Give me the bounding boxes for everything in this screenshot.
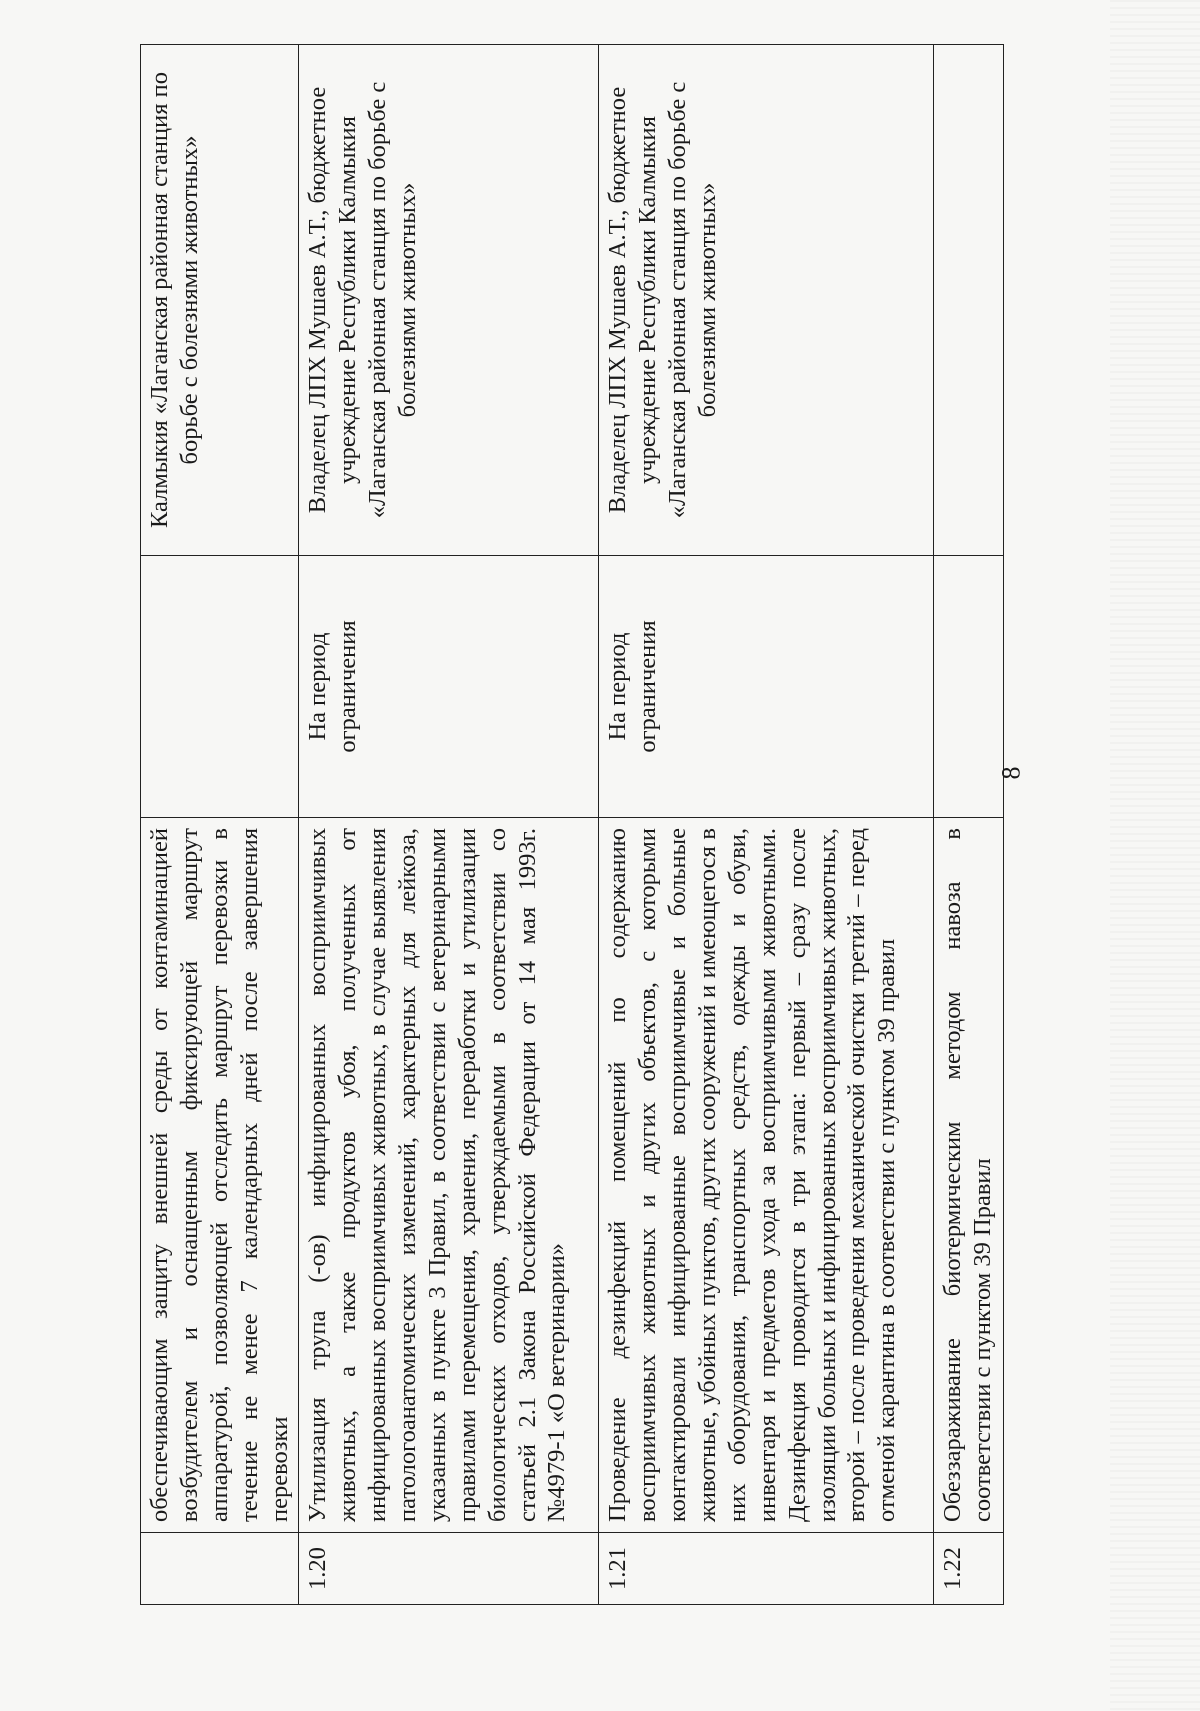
- measure-description: обеспечивающим защиту внешней среды от контаминацией возбудителем и оснащенным фиксирующей маршрут аппаратурой, позволяющей отследить маршрут перевозки в течение не менее 7 календарных дней после завершения перевозки: [141, 818, 299, 1533]
- measure-term: На период ограничения: [299, 556, 599, 818]
- measure-description: Проведение дезинфекций помещений по содержанию восприимчивых животных и других объектов, с которыми контактировали инфицированные восприимчивые и больные животные, убойных пунктов, других сооружений и имеющегося в них оборудования, транспортных средств, одежды и обуви, инвентаря и предметов ухода за восприимчивыми животными. Дезинфекция проводится в три этапа: первый – сразу после изоляции больных и инфицированных восприимчивых животных, второй – после проведения механической очистки третий – перед отменой карантина в соответствии с пунктом 39 правил: [599, 818, 934, 1533]
- row-number: [141, 1533, 299, 1605]
- measure-description: Обеззараживание биотермическим методом навоза в соответствии с пунктом 39 Правил: [934, 818, 1004, 1533]
- rotated-document-page: [140, 45, 1100, 1605]
- measure-responsible: Владелец ЛПХ Мушаев А.Т., бюджетное учреждение Республики Калмыкия «Лаганская районная станция по борьбе с болезнями животных»: [299, 45, 599, 556]
- scan-noise: [1110, 0, 1200, 1711]
- table-row: [141, 45, 299, 1605]
- measure-term: На период ограничения: [599, 556, 934, 818]
- measure-responsible: Владелец ЛПХ Мушаев А.Т., бюджетное учреждение Республики Калмыкия «Лаганская районная станция по борьбе с болезнями животных»: [599, 45, 934, 556]
- table-row: [299, 45, 599, 1605]
- row-number: 1.20: [299, 1533, 599, 1605]
- row-number: 1.22: [934, 1533, 1004, 1605]
- measure-responsible: Калмыкия «Лаганская районная станция по борьбе с болезнями животных»: [141, 45, 299, 556]
- measure-term: [141, 556, 299, 818]
- page-number: 8: [996, 766, 1026, 780]
- table-row: [934, 45, 1004, 1605]
- measure-responsible: [934, 45, 1004, 556]
- row-number: 1.21: [599, 1533, 934, 1605]
- table-row: [599, 45, 934, 1605]
- measure-term: [934, 556, 1004, 818]
- measure-description: Утилизация трупа (-ов) инфицированных восприимчивых животных, а также продуктов убоя, полученных от инфицированных восприимчивых животных, в случае выявления патологоанатомических изменений, характерных для лейкоза, указанных в пункте 3 Правил, в соответствии с ветеринарными правилами перемещения, хранения, переработки и утилизации биологических отходов, утверждаемыми в соответствии со статьей 2.1 Закона Российской Федерации от 14 мая 1993г. №4979-1 «О ветеринарии»: [299, 818, 599, 1533]
- measures-table: [140, 44, 1004, 1605]
